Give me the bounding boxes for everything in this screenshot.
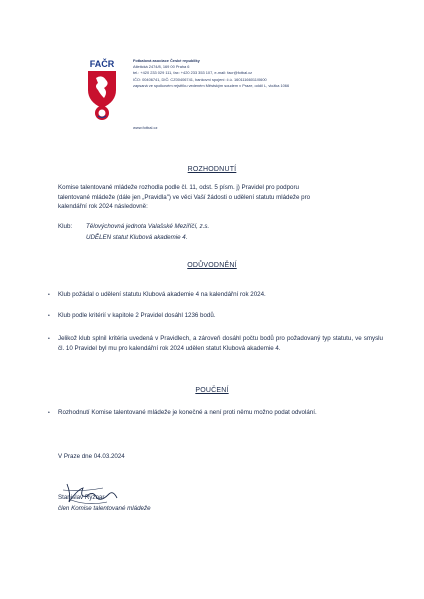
reason-2: Klub podle kritérií v kapitole 2 Pravidel dosáhl 1236 bodů. [58, 312, 216, 319]
org-contact: tel.: +420 233 029 111, fax: +420 233 353 107, e-mail: facr@fotbal.cz [133, 70, 253, 76]
intro-line-2: talentované mládeže (dále jen „Pravidla") ve věci Vaší žádosti o udělení statutu mládeže pro [58, 193, 311, 201]
heading-oduvodneni: ODŮVODNĚNÍ [187, 262, 237, 269]
bullet-marker: • [48, 336, 50, 342]
signatory-name: Stanislav Rýznar [58, 494, 105, 501]
bullet-marker: • [48, 410, 50, 416]
heading-pouceni: POUČENÍ [195, 387, 229, 394]
instruction-paragraph: Rozhodnutí Komise talentované mládeže je konečné a není proti němu možno podat odvolání. [58, 409, 317, 416]
bullet-marker: • [48, 292, 50, 298]
reason-1: Klub požádal o udělení statutu Klubová akademie 4 na kalendářní rok 2024. [58, 291, 266, 298]
org-registry: zapsaná ve spolkovém rejstříku vedeném Městským soudem v Praze, oddíl L, vložka 1066 [133, 82, 290, 88]
heading-rozhodnuti: ROZHODNUTÍ [187, 166, 237, 173]
website-link[interactable]: www.fotbal.cz [133, 125, 158, 130]
club-label: Klub: [58, 223, 73, 230]
club-name: Tělovýchovná jednota Valašské Meziříčí, z.s. [86, 223, 210, 230]
org-ids: IČO: 00406741, DIČ: CZ00406741, bankovní spojení: č.ú. 16011166011/0600 [133, 76, 267, 82]
signatory-role: člen Komise talentované mládeže [58, 505, 151, 512]
bullet-marker: • [48, 313, 50, 319]
reason-3: Jelikož klub splnil kritéria uvedená v Pravidlech, a zároveň dosáhl počtu bodů pro požadovaný typ statutu, ve smyslu čl. 10 Pravidel byl mu pro kalendářní rok 2024 udělen statut Klubová akademie 4. [58, 335, 383, 352]
decision-granted: UDĚLEN statut Klubová akademie 4. [86, 234, 188, 241]
intro-line-3: kalendářní rok 2024 následovně: [58, 203, 148, 210]
intro-paragraph [58, 183, 388, 212]
org-address: Atletická 2474/8, 169 00 Praha 6 [133, 64, 190, 70]
intro-line-1: Komise talentované mládeže rozhodla podle čl. 11, odst. 5 písm. j) Pravidel pro podporu [58, 184, 299, 191]
place-date: V Praze dne 04.03.2024 [58, 453, 125, 460]
org-name: Fotbalová asociace České republiky [133, 58, 200, 63]
letterhead [133, 58, 289, 89]
logo-text: FAČR [89, 59, 115, 69]
facr-logo [84, 58, 120, 122]
